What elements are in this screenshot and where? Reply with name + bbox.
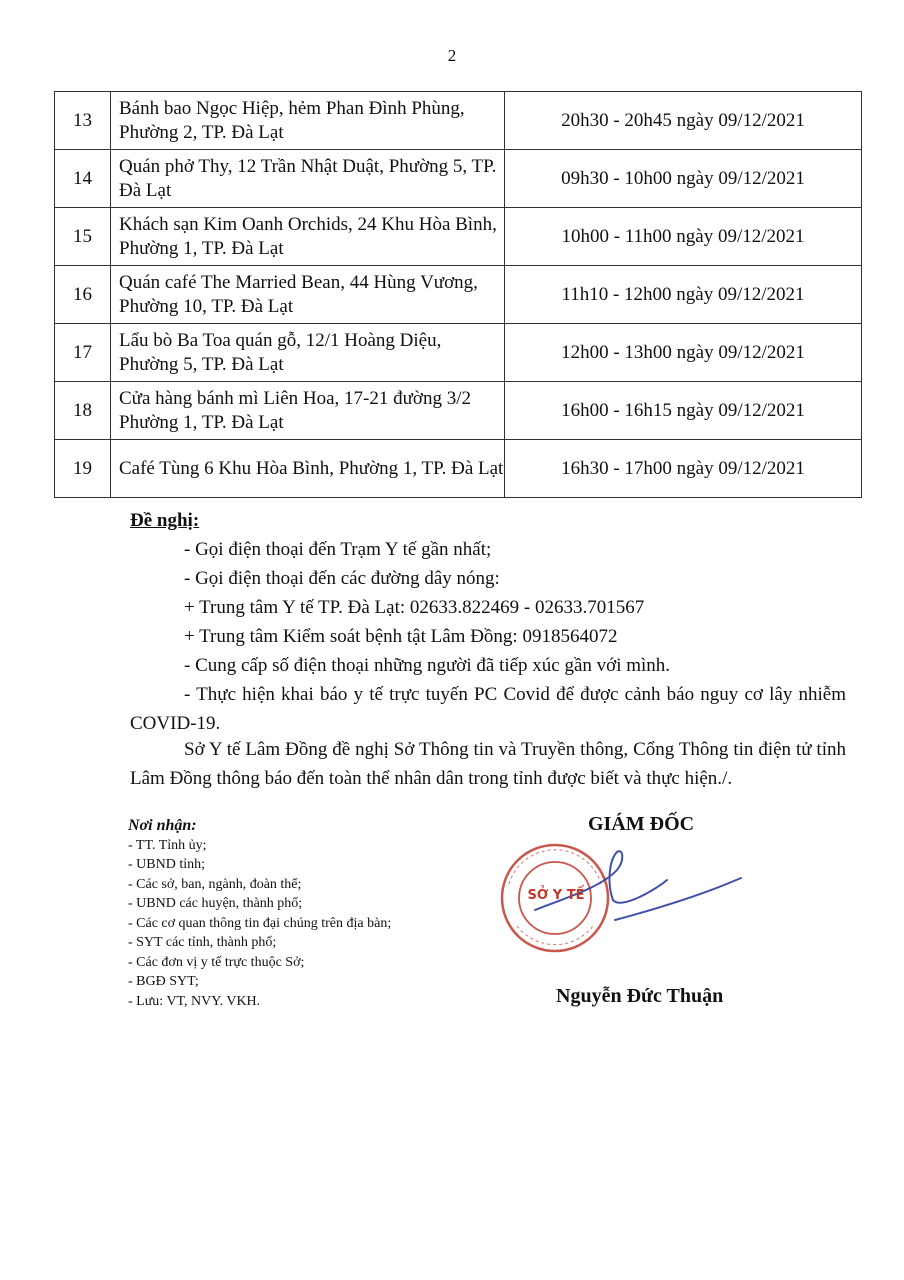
row-place: Cửa hàng bánh mì Liên Hoa, 17-21 đường 3/2 Phường 1, TP. Đà Lạt xyxy=(111,382,505,440)
table-row xyxy=(55,324,862,382)
page-number: 2 xyxy=(447,46,457,65)
row-time: 20h30 - 20h45 ngày 09/12/2021 xyxy=(505,92,862,150)
row-number: 18 xyxy=(55,382,111,440)
recipient-item: - UBND các huyện, thành phố; xyxy=(128,896,303,911)
recommendation-item: - Gọi điện thoại đến các đường dây nóng: xyxy=(184,568,500,589)
row-number: 15 xyxy=(55,208,111,266)
declaration-paragraph: - Thực hiện khai báo y tế trực tuyến PC Covid để được cảnh báo nguy cơ lây nhiễm COVID-19. xyxy=(130,684,846,734)
row-number: 14 xyxy=(55,150,111,208)
row-number: 17 xyxy=(55,324,111,382)
row-time: 11h10 - 12h00 ngày 09/12/2021 xyxy=(505,266,862,324)
signature-stroke xyxy=(535,851,741,920)
row-number: 16 xyxy=(55,266,111,324)
row-number: 19 xyxy=(55,440,111,498)
row-time: 12h00 - 13h00 ngày 09/12/2021 xyxy=(505,324,862,382)
recipient-item: - BGĐ SYT; xyxy=(128,974,199,989)
recipient-item: - UBND tỉnh; xyxy=(128,857,205,872)
table-row xyxy=(55,150,862,208)
recommendation-item: + Trung tâm Kiểm soát bệnh tật Lâm Đồng: 0918564072 xyxy=(184,626,618,647)
recommendation-item: - Cung cấp số điện thoại những người đã tiếp xúc gần với mình. xyxy=(184,655,671,676)
row-place: Quán café The Married Bean, 44 Hùng Vương, Phường 10, TP. Đà Lạt xyxy=(111,266,505,324)
row-time: 10h00 - 11h00 ngày 09/12/2021 xyxy=(505,208,862,266)
recipient-item: - Các cơ quan thông tin đại chúng trên địa bàn; xyxy=(128,915,392,931)
signer-name: Nguyễn Đức Thuận xyxy=(556,985,724,1007)
row-place: Lẩu bò Ba Toa quán gỗ, 12/1 Hoàng Diệu, Phường 5, TP. Đà Lạt xyxy=(111,324,505,382)
row-place: Quán phở Thy, 12 Trần Nhật Duật, Phường 5, TP. Đà Lạt xyxy=(111,150,505,208)
row-place: Café Tùng 6 Khu Hòa Bình, Phường 1, TP. Đà Lạt xyxy=(111,440,505,498)
row-number: 13 xyxy=(55,92,111,150)
recommendation-item: + Trung tâm Y tế TP. Đà Lạt: 02633.822469 - 02633.701567 xyxy=(184,597,645,618)
recommendation-item: - Gọi điện thoại đến Trạm Y tế gần nhất; xyxy=(184,539,492,560)
seal-and-signature xyxy=(495,840,755,960)
recipient-item: - Các đơn vị y tế trực thuộc Sở; xyxy=(128,954,305,970)
table-row xyxy=(55,440,862,498)
recipients-block xyxy=(128,816,391,1011)
table-row xyxy=(55,208,862,266)
row-time: 09h30 - 10h00 ngày 09/12/2021 xyxy=(505,150,862,208)
location-table xyxy=(54,91,862,498)
row-place: Bánh bao Ngọc Hiệp, hẻm Phan Đình Phùng, Phường 2, TP. Đà Lạt xyxy=(111,92,505,150)
recommendation-heading: Đề nghị: xyxy=(130,510,200,531)
row-time: 16h30 - 17h00 ngày 09/12/2021 xyxy=(505,440,862,498)
signer-title: GIÁM ĐỐC xyxy=(588,813,695,835)
table-row xyxy=(55,92,862,150)
row-place: Khách sạn Kim Oanh Orchids, 24 Khu Hòa Bình, Phường 1, TP. Đà Lạt xyxy=(111,208,505,266)
recipient-item: - Các sở, ban, ngành, đoàn thể; xyxy=(128,876,302,892)
seal-text: SỞ Y TẾ xyxy=(527,888,585,903)
recipients-title: Nơi nhận: xyxy=(128,817,197,834)
row-time: 16h00 - 16h15 ngày 09/12/2021 xyxy=(505,382,862,440)
recipient-item: - TT. Tỉnh ủy; xyxy=(128,837,207,853)
closing-paragraph: Sở Y tế Lâm Đồng đề nghị Sở Thông tin và Truyền thông, Cổng Thông tin điện tử tỉnh Lâm Đồng thông báo đến toàn thể nhân dân trong tỉnh được biết và thực hiện./. xyxy=(130,739,846,789)
recipient-item: - SYT các tỉnh, thành phố; xyxy=(128,935,277,950)
table-row xyxy=(55,266,862,324)
table-row xyxy=(55,382,862,440)
recipient-item: - Lưu: VT, NVY. VKH. xyxy=(128,993,261,1009)
